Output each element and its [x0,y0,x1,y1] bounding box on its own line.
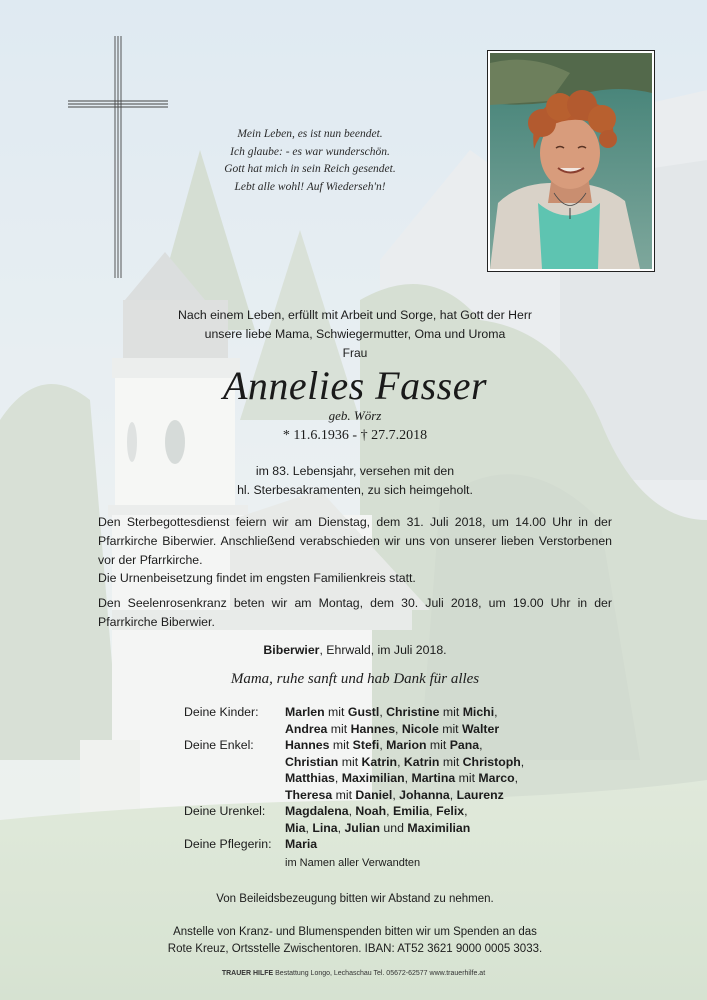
person-name: Katrin [403,754,440,769]
condolence-note: Von Beileidsbezeugung bitten wir Abstand zu nehmen. [216,893,494,905]
connector-text: , [429,804,437,818]
person-name: Mia [285,820,306,835]
person-name: Gustl [347,705,380,719]
person-name: Matthias [285,771,335,785]
age-text [95,462,615,500]
label-kinder: Deine Kinder: [184,705,259,719]
connector-text: mit [329,738,353,752]
person-name: Stefi [352,738,380,752]
place-rest: , Ehrwald, im Juli 2018. [319,643,447,657]
poem-line: Lebt alle wohl! Auf Wiederseh'n! [234,180,386,193]
age-line: hl. Sterbesakramenten, zu sich heimgeholt. [237,483,473,497]
person-name: Maximilian [341,771,405,785]
connector-text: , [392,787,400,802]
connector-text: mit [327,721,351,736]
connector-text: , [348,804,356,818]
person-name: Katrin [361,754,398,769]
deceased-name: Annelies Fasser [222,363,488,408]
person-name: Andrea [285,721,328,736]
connector-text: , [514,771,519,785]
connector-text: , [464,804,468,818]
enkel-names [285,737,585,803]
connector-text: , [494,705,498,719]
person-name: Theresa [285,787,333,802]
connector-text: , [334,771,342,785]
poem [190,126,430,196]
label-urenkel: Deine Urenkel: [184,804,266,818]
rosary-text: Den Seelenrosenkranz beten wir am Montag, dem 30. Juli 2018, um 19.00 Uhr in der Pfarrkirche Biberwier. [98,596,612,629]
connector-text: mit [338,754,362,769]
family-closing: im Namen aller Verwandten [285,857,421,869]
life-dates: * 11.6.1936 - † 27.7.2018 [282,428,428,443]
person-name: Daniel [355,787,393,802]
age-line: im 83. Lebensjahr, versehen mit den [255,464,455,478]
person-name: Hannes [350,721,396,736]
enkel-line [285,754,585,771]
salutation: Frau [342,346,368,360]
person-name: Martina [411,771,456,785]
connector-text: mit [455,771,479,785]
connector-text: , [395,721,402,736]
kinder-names [285,704,585,737]
footer [0,970,707,977]
person-name: Lina [312,820,338,835]
person-name: Maximilian [407,820,471,835]
connector-text: und [380,820,408,835]
connector-text: , [386,804,393,818]
place-bold: Biberwier [263,643,320,657]
person-name: Laurenz [456,787,504,802]
connector-text: , [404,771,412,785]
connector-text: mit [332,787,356,802]
donation-line: Anstelle von Kranz- und Blumenspenden bitten wir um Spenden an das [173,926,537,938]
person-name: Christine [386,705,440,719]
intro-text [95,306,615,344]
person-name: Marco [478,771,515,785]
footer-brand: TRAUER HILFE [221,970,274,977]
connector-text: , [449,787,457,802]
intro-line: Nach einem Leben, erfüllt mit Arbeit und Sorge, hat Gott der Herr [177,308,533,322]
label-enkel: Deine Enkel: [184,738,254,752]
enkel-line [285,737,585,754]
connector-text: , [479,738,483,752]
connector-text: mit [439,754,463,769]
connector-text: , [305,820,313,835]
person-name: Felix [436,804,465,818]
person-name: Johanna [399,787,450,802]
intro-line: unsere liebe Mama, Schwiegermutter, Oma und Uroma [204,327,506,341]
family-names [285,704,585,853]
connector-text: , [520,754,525,769]
portrait-photo [487,50,655,272]
portrait-image [490,53,652,269]
person-name: Pana [449,738,480,752]
cross-icon [66,36,170,278]
person-name: Marlen [285,705,325,719]
footer-rest: Bestattung Longo, Lechaschau Tel. 05672-62577 www.trauerhilfe.at [273,970,486,977]
connector-text: mit [324,705,348,719]
place-date [95,643,615,657]
person-name: Emilia [393,804,430,818]
poem-line: Mein Leben, es ist nun beendet. [237,128,383,140]
donation-note [95,924,615,958]
maiden-name: geb. Wörz [328,408,382,423]
motto: Mama, ruhe sanft und hab Dank für alles [230,671,480,687]
label-pflegerin: Deine Pflegerin: [184,837,272,851]
donation-line: Rote Kreuz, Ortsstelle Zwischentoren. IBAN: AT52 3621 9000 0005 3033. [167,943,543,955]
poem-line: Ich glaube: - es war wunderschön. [230,145,390,158]
pflegerin-names [285,836,585,853]
person-name: Nicole [401,721,439,736]
kinder-line [285,704,585,721]
enkel-line [285,770,585,787]
person-name: Magdalena [285,804,349,818]
person-name: Noah [355,804,387,818]
connector-text: mit [439,705,463,719]
person-name: Marion [386,738,427,752]
connector-text: , [337,820,345,835]
person-name: Walter [462,721,500,736]
connector-text: , [379,738,387,752]
connector-text: mit [438,721,463,736]
person-name: Julian [344,820,381,835]
connector-text: , [397,754,404,769]
person-name: Hannes [285,738,330,752]
person-name: Christian [285,754,339,769]
urenkel-line [285,803,585,820]
funeral-service-text: Den Sterbegottesdienst feiern wir am Dienstag, dem 31. Juli 2018, um 14.00 Uhr in der Pfarrkirche Biberwier. Anschließend verabschieden wir uns von unserer lieben Verstorbenen vor der Pfarrkirche. [98,515,612,567]
urn-burial-text: Die Urnenbeisetzung findet im engsten Familienkreis statt. [98,571,416,585]
pflegerin-line [285,836,585,853]
person-name: Christoph [462,754,521,769]
enkel-line [285,787,585,804]
connector-text: mit [426,738,450,752]
poem-line: Gott hat mich in sein Reich gesendet. [224,163,396,175]
urenkel-names [285,803,585,836]
kinder-line [285,721,585,738]
connector-text: , [379,705,387,719]
urenkel-line [285,820,585,837]
person-name: Maria [285,837,318,851]
person-name: Michi [462,705,495,719]
